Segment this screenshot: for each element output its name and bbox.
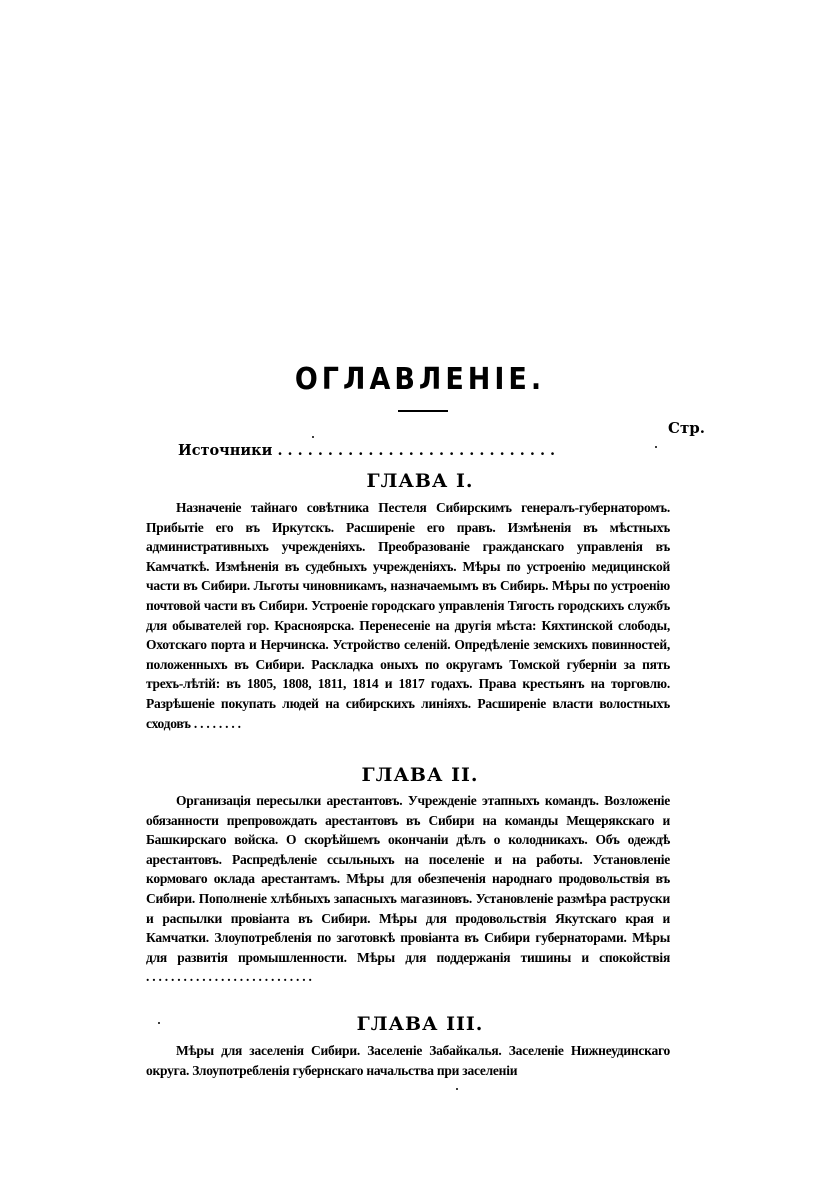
print-speck <box>158 1022 160 1024</box>
chapter-1-heading: ГЛАВА I. <box>366 470 474 492</box>
chapter-1-text: Назначеніе тайнаго совѣтника Пестеля Сибирскимъ генералъ-губернаторомъ. Прибытіе его въ Иркутскъ. Расширеніе его правъ. Измѣненія въ мѣстныхъ административныхъ учрежденіяхъ. Преобразованіе гражданскаго управленія въ Камчаткѣ. Измѣненія въ судебныхъ учрежденіяхъ. Мѣры по устроенію медицинской части въ Сибири. Льготы чиновникамъ, назначаемымъ въ Сибирь. Мѣры по устроенію почтовой части въ Сибири. Устроеніе городскаго управленія Тягость городскихъ службъ для обывателей гор. Красноярска. Перенесеніе на другія мѣста: Кяхтинской слободы, Охотскаго порта и Нерчинска. Устройство селеній. Опредѣленіе земскихъ повинностей, положенныхъ въ Сибири. Раскладка оныхъ по округамъ Томской губерніи за пять трехъ-лѣтій: въ 1805, 1808, 1811, 1814 и 1817 годахъ. Права крестьянъ на торговлю. Разрѣшеніе покупать людей на сибирскихъ линіяхъ. Расширеніе власти волостныхъ сходовъ <box>146 500 670 731</box>
chapter-2-summary <box>146 791 670 987</box>
print-speck <box>655 446 657 448</box>
chapter-3-heading: ГЛАВА III. <box>356 1013 484 1035</box>
chapter-3-summary <box>146 1041 670 1080</box>
page-column-header: Стр. <box>668 419 705 437</box>
chapter-3-text: Мѣры для заселенія Сибири. Заселеніе Забайкалья. Заселеніе Нижнеудинскаго округа. Злоупотребленія губернскаго начальства при заселеніи <box>146 1043 670 1078</box>
print-speck <box>312 436 314 438</box>
chapter-1-summary <box>146 498 670 733</box>
sources-label: Источники <box>178 442 273 459</box>
chapter-1-leader: . . . . . . . . <box>190 715 241 731</box>
title-underline <box>398 410 448 412</box>
chapter-2-leader: . . . . . . . . . . . . . . . . . . . . . . . . . . . <box>146 969 312 985</box>
print-speck <box>456 1088 458 1090</box>
chapter-2-heading: ГЛАВА II. <box>361 764 479 786</box>
sources-leader: . . . . . . . . . . . . . . . . . . . . . . . . . . . . <box>272 442 556 459</box>
sources-entry <box>178 442 668 459</box>
chapter-2-text: Организація пересылки арестантовъ. Учрежденіе этапныхъ командъ. Возложеніе обязанности препровождать арестантовъ въ Сибири на команды Мещерякскаго и Башкирскаго войска. О скорѣйшемъ окончаніи дѣлъ о колодникахъ. Объ одеждѣ арестантовъ. Распредѣленіе ссыльныхъ на поселеніе и на работы. Установленіе кормоваго оклада арестантамъ. Мѣры для обезпеченія народнаго продовольствія въ Сибири. Пополненіе хлѣбныхъ запасныхъ магазиновъ. Установленіе размѣра раструски и распылки провіанта въ Сибири. Мѣры для продовольствія Якутскаго края и Камчатки. Злоупотребленія по заготовкѣ провіанта въ Сибири губернаторами. Мѣры для развитія промышленности. Мѣры для поддержанія тишины и спокойствія <box>146 793 670 965</box>
page-title: ОГЛАВЛЕНІЕ. <box>294 362 546 397</box>
